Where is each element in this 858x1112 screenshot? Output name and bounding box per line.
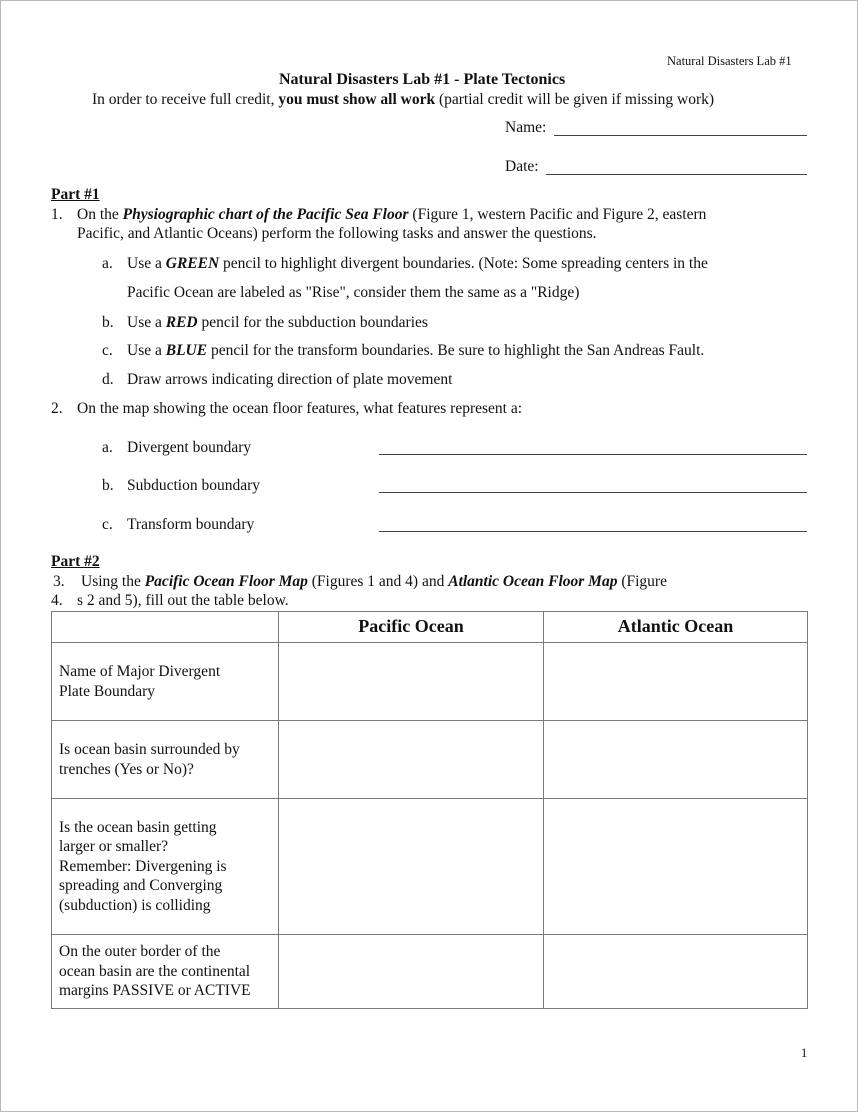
pacific-answer-cell[interactable] bbox=[279, 935, 544, 1009]
table-header-row bbox=[52, 612, 808, 643]
q1b-post: pencil for the subduction boundaries bbox=[197, 314, 428, 331]
q1a-letter: a. bbox=[102, 255, 113, 272]
atlantic-answer-cell[interactable] bbox=[544, 935, 808, 1009]
q1c-emph: BLUE bbox=[165, 342, 208, 359]
q3-line2: s 2 and 5), fill out the table below. bbox=[77, 592, 289, 609]
table-row bbox=[52, 799, 808, 935]
q2c-text: Transform boundary bbox=[127, 516, 255, 533]
q1d-letter: d. bbox=[102, 371, 114, 388]
row-label bbox=[52, 799, 279, 935]
q1-post: (Figure 1, western Pacific and Figure 2, eastern bbox=[408, 206, 707, 223]
page-title: Natural Disasters Lab #1 - Plate Tectonics bbox=[279, 71, 566, 88]
q1a-post: pencil to highlight divergent boundaries. (Note: Some spreading centers in the bbox=[219, 255, 708, 272]
row-label-line: On the outer border of the bbox=[59, 943, 221, 961]
atlantic-answer-cell[interactable] bbox=[544, 799, 808, 935]
date-label: Date: bbox=[505, 158, 539, 175]
running-header: Natural Disasters Lab #1 bbox=[667, 54, 792, 68]
row-label-line: larger or smaller? bbox=[59, 838, 169, 856]
date-field[interactable] bbox=[546, 174, 807, 175]
q1c-text bbox=[127, 342, 704, 360]
row-label-line: Remember: Divergening is bbox=[59, 857, 227, 875]
q3-emph2: Atlantic Ocean Floor Map bbox=[448, 573, 618, 590]
row-label-line: trenches (Yes or No)? bbox=[59, 760, 194, 778]
q1-emph: Physiographic chart of the Pacific Sea Floor bbox=[122, 206, 409, 223]
part2-heading: Part #2 bbox=[51, 553, 100, 570]
q1b-pre: Use a bbox=[127, 314, 166, 331]
instructions bbox=[92, 91, 714, 109]
q1c-post: pencil for the transform boundaries. Be sure to highlight the San Andreas Fault. bbox=[207, 342, 705, 359]
row-label-line: ocean basin are the continental bbox=[59, 962, 251, 980]
instructions-pre: In order to receive full credit, bbox=[92, 91, 279, 108]
q1-line1 bbox=[77, 206, 706, 224]
table-header-atlantic: Atlantic Ocean bbox=[544, 612, 808, 643]
q4-number: 4. bbox=[51, 592, 63, 609]
row-label-line: Name of Major Divergent bbox=[59, 663, 221, 680]
q2a-answer-line[interactable] bbox=[379, 454, 807, 455]
q1-pre: On the bbox=[77, 206, 123, 223]
instructions-post: (partial credit will be given if missing work) bbox=[435, 91, 715, 108]
atlantic-answer-cell[interactable] bbox=[544, 721, 808, 799]
q1-number: 1. bbox=[51, 206, 63, 223]
row-label bbox=[52, 643, 279, 721]
q2c-letter: c. bbox=[102, 516, 113, 533]
table-row bbox=[52, 721, 808, 799]
page-number: 1 bbox=[801, 1046, 808, 1060]
q3-line1 bbox=[81, 573, 667, 591]
table-row bbox=[52, 643, 808, 721]
table-header-pacific: Pacific Ocean bbox=[279, 612, 544, 643]
row-label-line: Plate Boundary bbox=[59, 682, 155, 700]
row-label-line: Is the ocean basin getting bbox=[59, 818, 217, 836]
q3-mid: (Figures 1 and 4) and bbox=[307, 573, 449, 590]
q3-emph1: Pacific Ocean Floor Map bbox=[144, 573, 308, 590]
q1b-emph: RED bbox=[165, 314, 198, 331]
q2-text: On the map showing the ocean floor features, what features represent a: bbox=[77, 400, 523, 417]
row-label-line: margins PASSIVE or ACTIVE bbox=[59, 982, 251, 1000]
table-header-blank bbox=[52, 612, 279, 643]
q1-line2: Pacific, and Atlantic Oceans) perform the following tasks and answer the questions. bbox=[77, 225, 597, 242]
part1-heading: Part #1 bbox=[51, 186, 100, 203]
q2b-text: Subduction boundary bbox=[127, 477, 261, 494]
q1d-text: Draw arrows indicating direction of plate movement bbox=[127, 371, 453, 388]
table-row bbox=[52, 935, 808, 1009]
row-label-line: (subduction) is colliding bbox=[59, 896, 211, 914]
pacific-answer-cell[interactable] bbox=[279, 721, 544, 799]
q1b-text bbox=[127, 314, 428, 332]
atlantic-answer-cell[interactable] bbox=[544, 643, 808, 721]
row-label bbox=[52, 721, 279, 799]
q1b-letter: b. bbox=[102, 314, 114, 331]
q2b-answer-line[interactable] bbox=[379, 492, 807, 493]
name-label: Name: bbox=[505, 119, 547, 136]
row-label-line: Is ocean basin surrounded by bbox=[59, 741, 240, 758]
q1a-line2: Pacific Ocean are labeled as "Rise", consider them the same as a "Ridge) bbox=[127, 284, 580, 301]
q1a-text bbox=[127, 255, 708, 273]
pacific-answer-cell[interactable] bbox=[279, 799, 544, 935]
q2b-letter: b. bbox=[102, 477, 114, 494]
q2a-text: Divergent boundary bbox=[127, 439, 252, 456]
q2a-letter: a. bbox=[102, 439, 113, 456]
q1c-pre: Use a bbox=[127, 342, 166, 359]
q3-pre: Using the bbox=[81, 573, 145, 590]
q3-number: 3. bbox=[53, 573, 65, 590]
q1c-letter: c. bbox=[102, 342, 113, 359]
instructions-bold: you must show all work bbox=[278, 91, 436, 108]
row-label bbox=[52, 935, 279, 1009]
q2-number: 2. bbox=[51, 400, 63, 417]
ocean-comparison-table bbox=[51, 611, 808, 1009]
q1a-emph: GREEN bbox=[165, 255, 220, 272]
row-label-line: spreading and Converging bbox=[59, 877, 223, 895]
name-field[interactable] bbox=[554, 135, 807, 136]
q3-post: (Figure bbox=[617, 573, 667, 590]
q1a-pre: Use a bbox=[127, 255, 166, 272]
pacific-answer-cell[interactable] bbox=[279, 643, 544, 721]
q2c-answer-line[interactable] bbox=[379, 531, 807, 532]
